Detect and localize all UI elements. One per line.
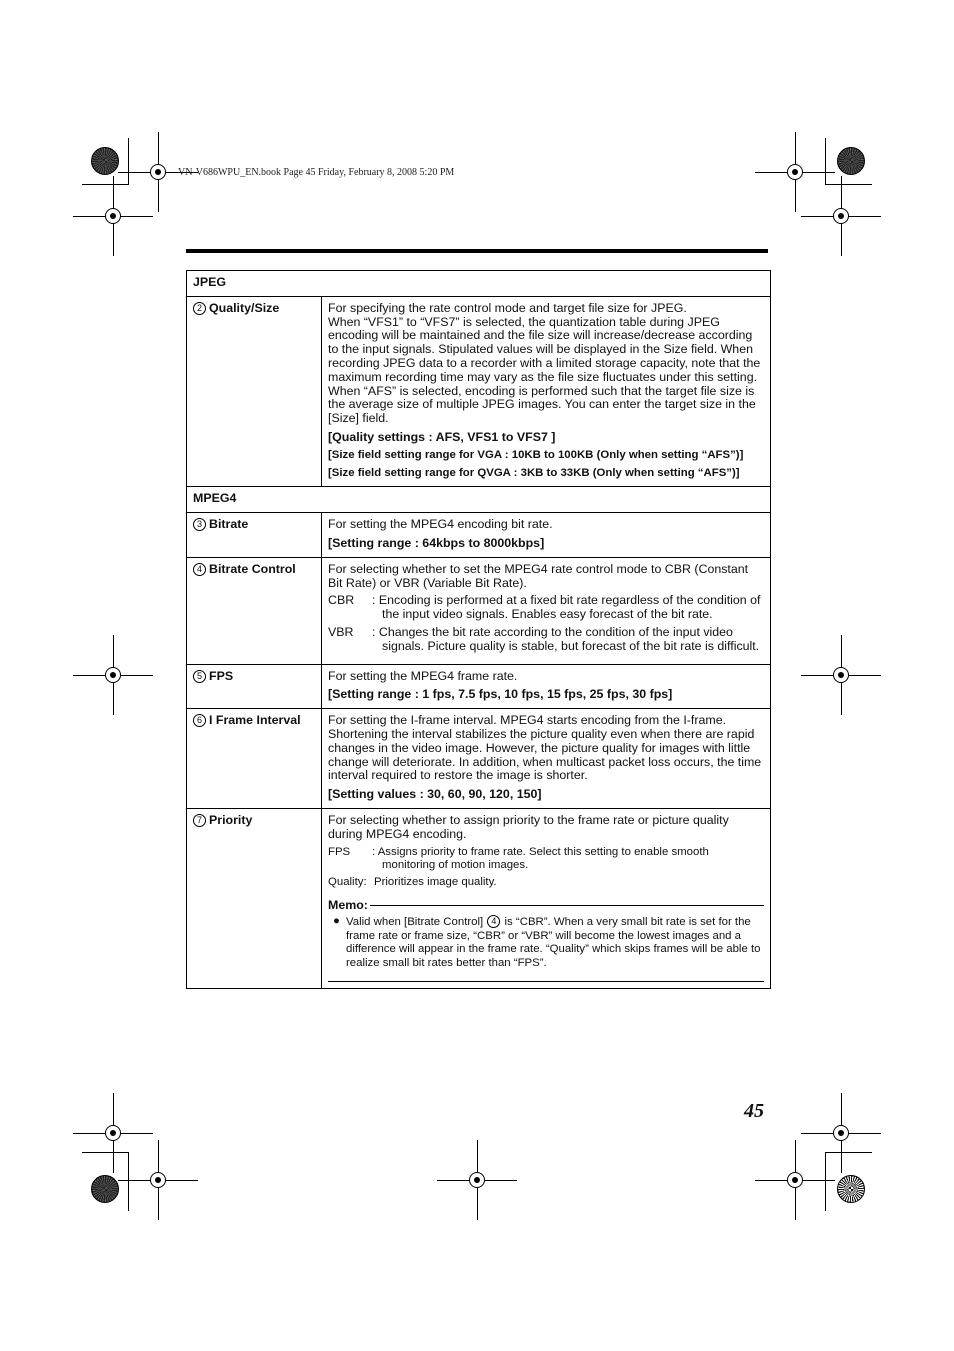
option-description: : Encoding is performed at a fixed bit rate regardless of the condition of the input video signals. Enables easy forecast of the bit rate.: [372, 593, 761, 622]
item-number-badge: 7: [193, 814, 206, 827]
item-number-badge: 4: [487, 915, 500, 928]
trim-line: [128, 1152, 129, 1211]
item-number-badge: 4: [193, 563, 206, 576]
option-term: FPS: [328, 845, 351, 858]
memo-item: [328, 915, 764, 970]
table-row-quality-size: [187, 296, 771, 487]
item-number-badge: 5: [193, 670, 206, 683]
row-description-quality-size: [322, 296, 771, 487]
trim-line: [82, 1152, 129, 1153]
trim-line: [825, 1152, 872, 1153]
memo-end-rule: [328, 981, 764, 982]
item-number-badge: 6: [193, 714, 206, 727]
row-label-quality-size: [187, 296, 322, 487]
option-term: CBR: [328, 593, 355, 608]
setting-values: [Quality settings : AFS, VFS1 to VFS7 ]: [328, 429, 556, 444]
table-row-bitrate: [187, 513, 771, 558]
description-text: For setting the MPEG4 encoding bit rate.: [328, 517, 553, 532]
description-text: When “VFS1” to “VFS7” is selected, the quantization table during JPEG encoding will be maintained and the file size will increase/decrease according to the input signals. Stipulated values will be displayed in the Size field. When recording JPEG data to a recorder with a limited storage capacity, note that the maximum recording time may vary as the file size fluctuates under this setting.: [328, 314, 761, 384]
row-label-text: Bitrate: [209, 517, 249, 532]
row-label-text: I Frame Interval: [209, 713, 301, 728]
row-description-fps: [322, 664, 771, 709]
crop-mark-dark-icon: [91, 147, 119, 175]
option-description: Prioritizes image quality.: [374, 875, 497, 888]
crop-mark-dark-icon: [837, 147, 865, 175]
row-label-text: Priority: [209, 812, 253, 827]
description-text: For specifying the rate control mode and target file size for JPEG.: [328, 300, 687, 315]
row-label-bitrate-control: [187, 557, 322, 664]
memo-header: [328, 899, 764, 913]
trim-line: [128, 138, 129, 185]
setting-range-qvga: [Size field setting range for QVGA : 3KB to 33KB (Only when setting “AFS”)]: [328, 466, 740, 479]
memo-text: is “CBR”. When a very small bit rate is set for the frame rate or frame size, “CBR” or “VBR” will become the lowest images and a difference will appear in the frame rate. “Quality” which skips frames will be able to realize small bit rates better than “FPS”.: [346, 916, 761, 970]
trim-line: [825, 138, 826, 185]
page-number: 45: [744, 1100, 764, 1122]
description-text: When “AFS” is selected, encoding is performed such that the target file size is the average size of multiple JPEG images. You can enter the target size in the [Size] field.: [328, 383, 756, 426]
row-label-bitrate: [187, 513, 322, 558]
setting-values: [Setting range : 64kbps to 8000kbps]: [328, 535, 545, 550]
section-title-mpeg4: MPEG4: [187, 487, 771, 513]
setting-values: [Setting range : 1 fps, 7.5 fps, 10 fps, 15 fps, 25 fps, 30 fps]: [328, 687, 673, 702]
row-label-priority: [187, 808, 322, 988]
memo-box: [328, 899, 764, 982]
row-description-bitrate-control: [322, 557, 771, 664]
trim-line: [825, 184, 872, 185]
crop-mark-starburst-icon: [837, 1175, 865, 1203]
memo-text: Valid when [Bitrate Control]: [346, 916, 484, 929]
top-rule: [186, 249, 768, 253]
option-description: : Changes the bit rate according to the condition of the input video signals. Picture quality is stable, but forecast of the bit rate is difficult.: [372, 624, 760, 653]
row-description-i-frame-interval: [322, 709, 771, 809]
option-term: VBR: [328, 624, 354, 639]
item-number-badge: 3: [193, 518, 206, 531]
description-text: For selecting whether to assign priority to the frame rate or picture quality during MPEG4 encoding.: [328, 812, 729, 841]
option-term: Quality:: [328, 875, 367, 888]
option-description: : Assigns priority to frame rate. Select this setting to enable smooth monitoring of motion images.: [372, 845, 709, 871]
bullet-icon: ●: [333, 915, 340, 928]
trim-line: [82, 184, 129, 185]
crop-mark-dark-icon: [91, 1175, 119, 1203]
settings-table: [186, 270, 771, 989]
option-vbr: [328, 626, 764, 654]
table-row-bitrate-control: [187, 557, 771, 664]
table-row-i-frame-interval: [187, 709, 771, 809]
memo-title: Memo:: [328, 897, 368, 912]
description-text: For selecting whether to set the MPEG4 rate control mode to CBR (Constant Bit Rate) or VBR (Variable Bit Rate).: [328, 561, 749, 590]
item-number-badge: 2: [193, 302, 206, 315]
memo-rule: [370, 905, 764, 906]
table-row-priority: [187, 808, 771, 988]
option-quality: [328, 876, 764, 889]
row-description-priority: [322, 808, 771, 988]
book-file-header: VN-V686WPU_EN.book Page 45 Friday, February 8, 2008 5:20 PM: [178, 167, 455, 178]
description-text: For setting the MPEG4 frame rate.: [328, 668, 518, 683]
row-label-text: Bitrate Control: [209, 561, 296, 576]
option-cbr: [328, 594, 764, 622]
section-row-mpeg4: [187, 487, 771, 513]
option-fps: [328, 846, 764, 872]
description-text: For setting the I-frame interval. MPEG4 starts encoding from the I-frame. Shortening the interval stabilizes the picture quality even when there are rapid changes in the video image. However, the picture quality for images with little change will deteriorate. In addition, when multicast packet loss occurs, the time interval required to restore the image is shorter.: [328, 713, 762, 783]
option-list: [328, 846, 764, 889]
trim-line: [825, 1152, 826, 1211]
row-label-fps: [187, 664, 322, 709]
section-row-jpeg: [187, 271, 771, 297]
table-row-fps: [187, 664, 771, 709]
setting-values: [Setting values : 30, 60, 90, 120, 150]: [328, 787, 542, 802]
row-label-i-frame-interval: [187, 709, 322, 809]
row-label-text: Quality/Size: [209, 300, 280, 315]
setting-range-vga: [Size field setting range for VGA : 10KB to 100KB (Only when setting “AFS”)]: [328, 448, 744, 461]
row-label-text: FPS: [209, 668, 234, 683]
option-list: [328, 594, 764, 653]
row-description-bitrate: [322, 513, 771, 558]
section-title-jpeg: JPEG: [187, 271, 771, 297]
